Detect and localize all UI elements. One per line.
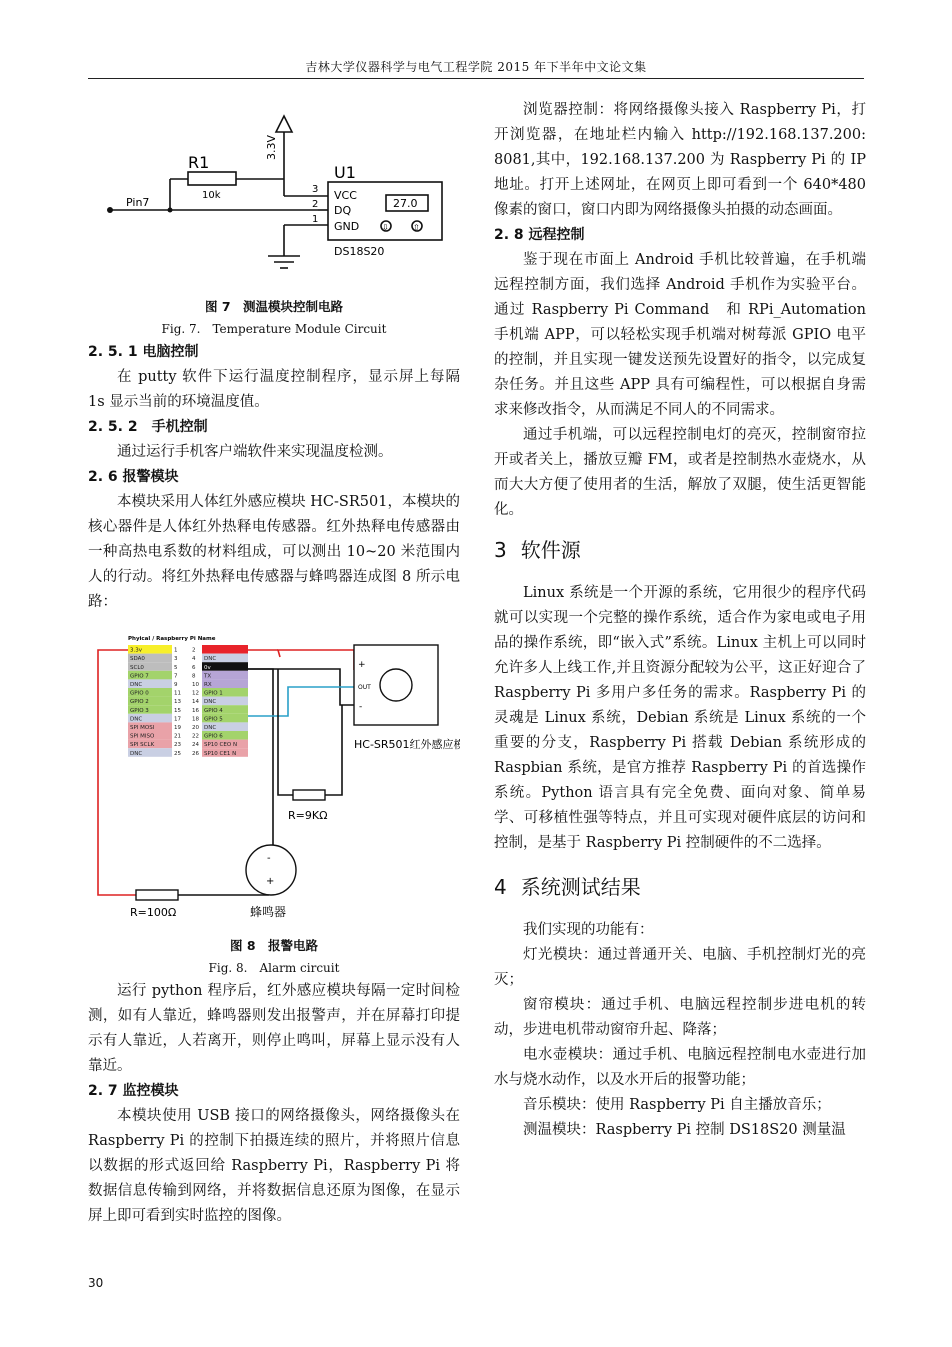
section-2-8-paragraph-1: 鉴于现在市面上 Android 手机比较普遍，在手机端远程控制方面，我们选择 Android 手机作为实验平台。通过 Raspberry Pi Command 和 RPi_Automation 手机端 APP，可以轻松实现手机端对树莓派 GPIO 电平的控制，并且实现一键发送预先设置好的指令，以完成复杂任务。并且这些 APP 具有可编程性，可以根据自身需求来修改指令，从而满足不同人的不同需求。 (494, 252, 866, 418)
left-column (88, 98, 460, 1229)
function-item-curtain: 窗帘模块：通过手机、电脑远程控制步进电机的转动，步进电机带动窗帘升起、降落； (494, 997, 866, 1038)
running-header: 吉林大学仪器科学与电气工程学院 2015 年下半年中文论文集 (305, 60, 647, 74)
buzzer-label: 蜂鸣器 (250, 905, 287, 919)
pin-right-number: 16 (192, 707, 199, 714)
function-item-lights: 灯光模块：通过普通开关、电脑、手机控制灯光的亮灭； (494, 947, 866, 988)
pin-left-number: 9 (174, 682, 178, 688)
sensor-out-label: OUT (358, 684, 371, 691)
pin-right-number: 20 (192, 725, 199, 731)
sensor-resistor (293, 790, 325, 800)
pin-right-name: GPIO 6 (204, 733, 223, 740)
section-2-8-title: 2. 8 远程控制 (494, 227, 585, 243)
buzzer-minus-label: - (267, 853, 271, 864)
temperature-circuit-diagram (88, 98, 460, 296)
pin3-label: 3 (312, 184, 319, 195)
buzzer-resistor-label: R=100Ω (130, 906, 177, 919)
pin-left-number: 7 (174, 673, 178, 680)
pin-left-number: 15 (174, 707, 181, 714)
pin-right-number: 14 (192, 699, 199, 706)
sensor-resistor-label: R=9KΩ (288, 809, 328, 822)
sensor-label: HC-SR501红外感应模 (354, 738, 460, 751)
pin-left-number: 17 (174, 716, 181, 723)
pin-left-name: DNC (130, 716, 143, 723)
section-3-title: 软件源 (520, 538, 581, 562)
section-2-6-paragraph: 本模块采用人体红外感应模块 HC-SR501，本模块的核心器件是人体红外热释电传感器。红外热释电传感器由一种高热电系数的材料组成，可以测出 10~20 米范围内人的行动。将红外热释电传感器与蜂鸣器连成图 8 所示电路： (88, 494, 460, 610)
figure-8-caption-cn: 图 8 报警电路 (229, 938, 319, 953)
figure-8 (88, 625, 460, 935)
browser-control-paragraph: 浏览器控制：将网络摄像头接入 Raspberry Pi，打开浏览器，在地址栏内输入 http://192.168.137.200: 8081,其中，192.168.137.200 为 Raspberry Pi 的 IP 地址。打开上述网址，在网页上即可看到一个 640*480 像素的窗口，窗口内即为网络摄像头拍摄的动态画面。 (494, 102, 866, 218)
pin-right-name: GPIO 4 (204, 707, 223, 714)
pin-left-name: SPI MISO (130, 733, 155, 740)
pin-right-name: DNC (204, 725, 217, 731)
pin-right-number: 2 (192, 647, 196, 654)
pin7-label: Pin7 (126, 196, 150, 209)
pin-right-name: DNC (204, 656, 217, 663)
pin-left-number: 25 (174, 750, 181, 757)
function-item-music: 音乐模块：使用 Raspberry Pi 自主播放音乐； (523, 1097, 831, 1113)
function-item-temperature: 测温模块：Raspberry Pi 控制 DS18S20 测量温 (523, 1122, 846, 1138)
section-4-heading (494, 872, 866, 902)
section-2-5-1-title: 2. 5. 1 电脑控制 (88, 344, 199, 360)
pin-left-number: 3 (174, 656, 178, 663)
section-4-title: 系统测试结果 (520, 875, 641, 899)
reading-label: 27.0 (393, 197, 418, 210)
pin-right-name: SP10 CE1 N (204, 750, 237, 757)
pinout-header: Phyical / Raspberry Pi Name (128, 636, 216, 642)
sensor-plus-label: + (358, 660, 366, 670)
pin-right-name: RX (204, 682, 212, 688)
section-2-5-2-paragraph: 通过运行手机客户端软件来实现温度检测。 (117, 444, 393, 460)
pin-left-name: SDA0 (130, 656, 145, 663)
section-2-7-title: 2. 7 监控模块 (88, 1083, 179, 1099)
pin-left-number: 21 (174, 733, 181, 740)
pin-right-number: 24 (192, 742, 199, 749)
r1-value-label: 10k (202, 190, 221, 201)
section-2-7-paragraph: 本模块使用 USB 接口的网络摄像头，网络摄像头在 Raspberry Pi 的控制下拍摄连续的照片，并将照片信息以数据的形式返回给 Raspberry Pi，Raspberry Pi 将数据信息传输到网络，并将数据信息还原为图像，在显示屏上即可看到实时监控的图像。 (88, 1108, 460, 1224)
pin-left-name: DNC (130, 750, 143, 757)
sensor-lens-icon (380, 669, 412, 701)
pin-left-number: 11 (174, 690, 181, 697)
chip-label: DS18S20 (334, 245, 385, 258)
right-column (494, 98, 866, 1143)
pin-left-name: GPIO 3 (130, 707, 149, 714)
pin-right-number: 8 (192, 673, 196, 680)
r1-label: R1 (188, 153, 210, 172)
pin-left-name: GPIO 2 (130, 699, 149, 706)
after-figure-8-paragraph: 运行 python 程序后，红外感应模块每隔一定时间检测，如有人靠近，蜂鸣器则发出报警声，并在屏幕打印提示有人靠近，人若离开，则停止鸣叫，屏幕上显示没有人靠近。 (88, 983, 460, 1074)
section-4-number: 4 (494, 875, 507, 899)
pin-left-name: GPIO 0 (130, 690, 149, 697)
sensor-minus-label: - (359, 702, 363, 712)
pin-right-number: 4 (192, 656, 196, 663)
gnd-label: GND (334, 220, 360, 233)
pin-left-number: 5 (174, 664, 178, 671)
up-arrow-icon: ⇧ (413, 223, 420, 232)
buzzer-plus-label: + (266, 876, 275, 887)
pin-left-name: SPI SCLK (130, 742, 155, 749)
buzzer-ground-wire (248, 669, 273, 860)
alarm-circuit-diagram (88, 625, 460, 935)
figure-8-caption-en: Fig. 8. Alarm circuit (208, 961, 340, 975)
buzzer-icon (246, 845, 296, 895)
function-item-kettle: 电水壶模块：通过手机、电脑远程控制电水壶进行加水与烧水动作，以及水开后的报警功能； (494, 1047, 866, 1088)
pin2-label: 2 (312, 199, 319, 210)
pin-right-name: TX (204, 673, 212, 680)
down-arrow-icon: ⇩ (382, 223, 389, 232)
figure-7 (88, 98, 460, 296)
pin-right-number: 22 (192, 733, 199, 740)
figure-7-caption-en: Fig. 7. Temperature Module Circuit (161, 322, 387, 336)
pin-left-number: 23 (174, 742, 181, 749)
section-2-8-paragraph-2: 通过手机端，可以远程控制电灯的亮灭，控制窗帘拉开或者关上，播放豆瓣 FM，或者是控制热水壶烧水，从而大大方便了使用者的生活，解放了双腿，使生活更智能化。 (494, 427, 866, 518)
u1-label: U1 (334, 163, 356, 182)
section-3-number: 3 (494, 538, 507, 562)
pin-right-number: 18 (192, 716, 199, 723)
header-rule (88, 78, 864, 79)
pin-left-number: 19 (174, 725, 181, 731)
dq-label: DQ (334, 204, 352, 217)
pin-left-name: 3.3v (130, 647, 143, 654)
section-4-intro: 我们实现的功能有： (523, 922, 654, 938)
pin-right-name-cell (202, 645, 248, 654)
section-2-5-1-paragraph: 在 putty 软件下运行温度控制程序，显示屏上每隔 1s 显示当前的环境温度值。 (88, 369, 460, 410)
sensor-power-wire (278, 650, 354, 670)
supply-label: 3.3V (265, 134, 278, 160)
pin-left-name: DNC (130, 682, 143, 688)
pin-left-name: SCL0 (130, 664, 144, 671)
pin-right-name: DNC (204, 699, 217, 706)
vcc-label: VCC (334, 189, 357, 202)
pin-left-number: 1 (174, 647, 178, 654)
section-3-paragraph: Linux 系统是一个开源的系统，它用很少的程序代码就可以实现一个完整的操作系统，适合作为家电或电子用品的操作系统，即“嵌入式”系统。Linux 主机上可以同时允许多人上线工作,并且资源分配较为公平，这正好迎合了 Raspberry Pi 多用户多任务的需求。Raspberry Pi 的灵魂是 Linux 系统，Debian 系统是 Linux 系统的一个重要的分支，Raspberry Pi 搭载 Debian 系统形成的 Raspbian 系统，是官方推荐 Raspberry Pi 的首选操作系统。Python 语言具有完全免费、面向对象、简单易学、可移植性强等特点，并且可实现对硬件底层的访问和控制，是基于 Raspberry Pi 控制硬件的不二选择。 (494, 585, 866, 851)
pin-left-name: SPI MOSI (130, 725, 155, 731)
pin-left-name: GPIO 7 (130, 673, 149, 680)
section-3-heading (494, 535, 866, 565)
pin-right-number: 26 (192, 750, 199, 757)
pin-right-number: 12 (192, 690, 199, 697)
pin-right-number: 6 (192, 664, 196, 671)
pin-right-name: GPIO 1 (204, 690, 223, 697)
pin1-label: 1 (312, 214, 319, 225)
pin-right-name: SP10 CEO N (204, 742, 238, 749)
pin-left-number: 13 (174, 699, 181, 706)
page-number: 30 (88, 1276, 104, 1290)
figure-7-caption-cn: 图 7 测温模块控制电路 (204, 299, 344, 314)
pin7-node (107, 207, 113, 213)
signal-wire (248, 687, 354, 716)
section-2-5-2-title: 2. 5. 2 手机控制 (88, 419, 208, 435)
pin-right-number: 10 (192, 682, 199, 688)
pin-right-name: GPIO 5 (204, 716, 223, 723)
pin-right-name: 0v (204, 664, 211, 671)
buzzer-resistor (136, 890, 178, 900)
section-2-6-title: 2. 6 报警模块 (88, 469, 179, 485)
